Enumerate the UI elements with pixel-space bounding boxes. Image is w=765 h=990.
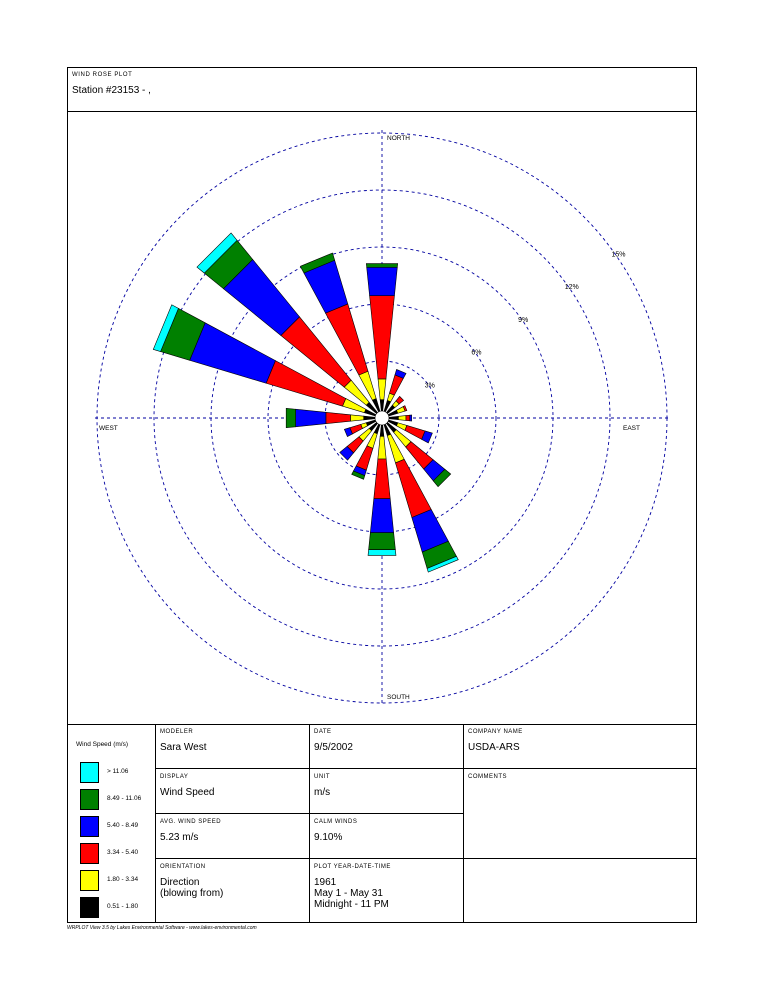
plot-time-label: PLOT YEAR-DATE-TIME <box>314 864 391 870</box>
petal-0-bin-0 <box>380 400 384 411</box>
legend-label-2: 5.40 - 8.49 <box>107 822 139 829</box>
petal-0-bin-1 <box>378 379 386 400</box>
legend <box>67 724 156 923</box>
petal-0-bin-2 <box>370 296 395 379</box>
wind-rose-chart <box>67 112 697 724</box>
legend-swatch-2 <box>80 816 99 837</box>
avg-speed-label: AVG. WIND SPEED <box>160 819 222 825</box>
orientation-cell <box>156 859 310 923</box>
direction-label-north: NORTH <box>387 135 410 142</box>
orientation-label: ORIENTATION <box>160 864 206 870</box>
calm-value: 9.10% <box>314 832 343 843</box>
company-value: USDA-ARS <box>468 742 520 753</box>
company-label: COMPANY NAME <box>468 729 523 735</box>
date-label: DATE <box>314 729 332 735</box>
legend-label-3: 3.34 - 5.40 <box>107 849 139 856</box>
calm-label: CALM WINDS <box>314 819 358 825</box>
comments-label: COMMENTS <box>468 774 507 780</box>
petal-180-bin-4 <box>369 533 396 550</box>
footer-credit: WRPLOT View 3.5 by Lakes Environmental Software - www.lakes-environmental.com <box>67 925 257 931</box>
modeler-value: Sara West <box>160 742 207 753</box>
legend-title: Wind Speed (m/s) <box>76 741 129 748</box>
petal-270-bin-3 <box>296 409 326 427</box>
ring-label-1: 6% <box>471 349 482 357</box>
petal-180-bin-3 <box>370 499 393 533</box>
display-cell <box>156 769 310 814</box>
petal-112.5-bin-2 <box>405 425 425 439</box>
ring-label-3: 12% <box>564 284 579 292</box>
plot-time-value: 1961 May 1 - May 31 Midnight - 11 PM <box>314 877 389 910</box>
unit-cell <box>310 769 464 814</box>
unit-label: UNIT <box>314 774 330 780</box>
petal-180-bin-2 <box>374 459 390 499</box>
plot-time-cell <box>310 859 464 923</box>
petal-292.5-bin-3 <box>190 323 276 383</box>
petal-90-bin-0 <box>389 416 398 419</box>
petal-0-bin-4 <box>366 264 397 268</box>
display-label: DISPLAY <box>160 774 189 780</box>
petal-180-bin-0 <box>380 425 384 436</box>
date-value: 9/5/2002 <box>314 742 353 753</box>
modeler-label: MODELER <box>160 729 194 735</box>
petal-270-bin-0 <box>364 416 375 420</box>
calm-circle <box>375 411 389 425</box>
legend-label-4: 1.80 - 3.34 <box>107 876 139 883</box>
petal-180-bin-5 <box>368 550 396 556</box>
legend-swatch-1 <box>80 789 99 810</box>
calm-cell <box>310 814 464 859</box>
direction-label-west: WEST <box>99 425 118 432</box>
petal-270-bin-1 <box>350 415 363 421</box>
header-label: WIND ROSE PLOT <box>72 72 133 78</box>
comments-cell <box>464 769 697 859</box>
petal-270-bin-4 <box>286 408 295 427</box>
direction-label-east: EAST <box>623 425 640 432</box>
legend-label-5: 0.51 - 1.80 <box>107 903 139 910</box>
petal-0-bin-3 <box>367 267 398 295</box>
ring-label-4: 15% <box>611 251 626 259</box>
orientation-value: Direction (blowing from) <box>160 877 224 899</box>
petal-90-bin-1 <box>398 416 406 421</box>
petal-22.5-bin-2 <box>389 375 403 395</box>
ring-label-2: 9% <box>518 316 529 324</box>
legend-label-1: 8.49 - 11.06 <box>107 795 142 802</box>
date-cell <box>310 724 464 769</box>
ring-label-0: 3% <box>424 382 435 390</box>
petal-180-bin-1 <box>378 436 386 459</box>
legend-swatch-3 <box>80 843 99 864</box>
station-title: Station #23153 - , <box>72 85 151 96</box>
petal-202.5-bin-2 <box>356 446 373 470</box>
petal-90-bin-2 <box>406 415 410 421</box>
plot-header <box>67 67 697 112</box>
unit-value: m/s <box>314 787 331 798</box>
legend-swatch-5 <box>80 897 99 918</box>
avg-speed-cell <box>156 814 310 859</box>
modeler-cell <box>156 724 310 769</box>
petal-270-bin-2 <box>326 412 351 423</box>
legend-swatch-0 <box>80 762 99 783</box>
legend-swatch-4 <box>80 870 99 891</box>
direction-label-south: SOUTH <box>387 694 410 701</box>
display-value: Wind Speed <box>160 787 215 798</box>
legend-label-0: > 11.06 <box>107 768 129 775</box>
company-cell <box>464 724 697 769</box>
avg-speed-value: 5.23 m/s <box>160 832 199 843</box>
petal-90-bin-3 <box>410 415 412 421</box>
